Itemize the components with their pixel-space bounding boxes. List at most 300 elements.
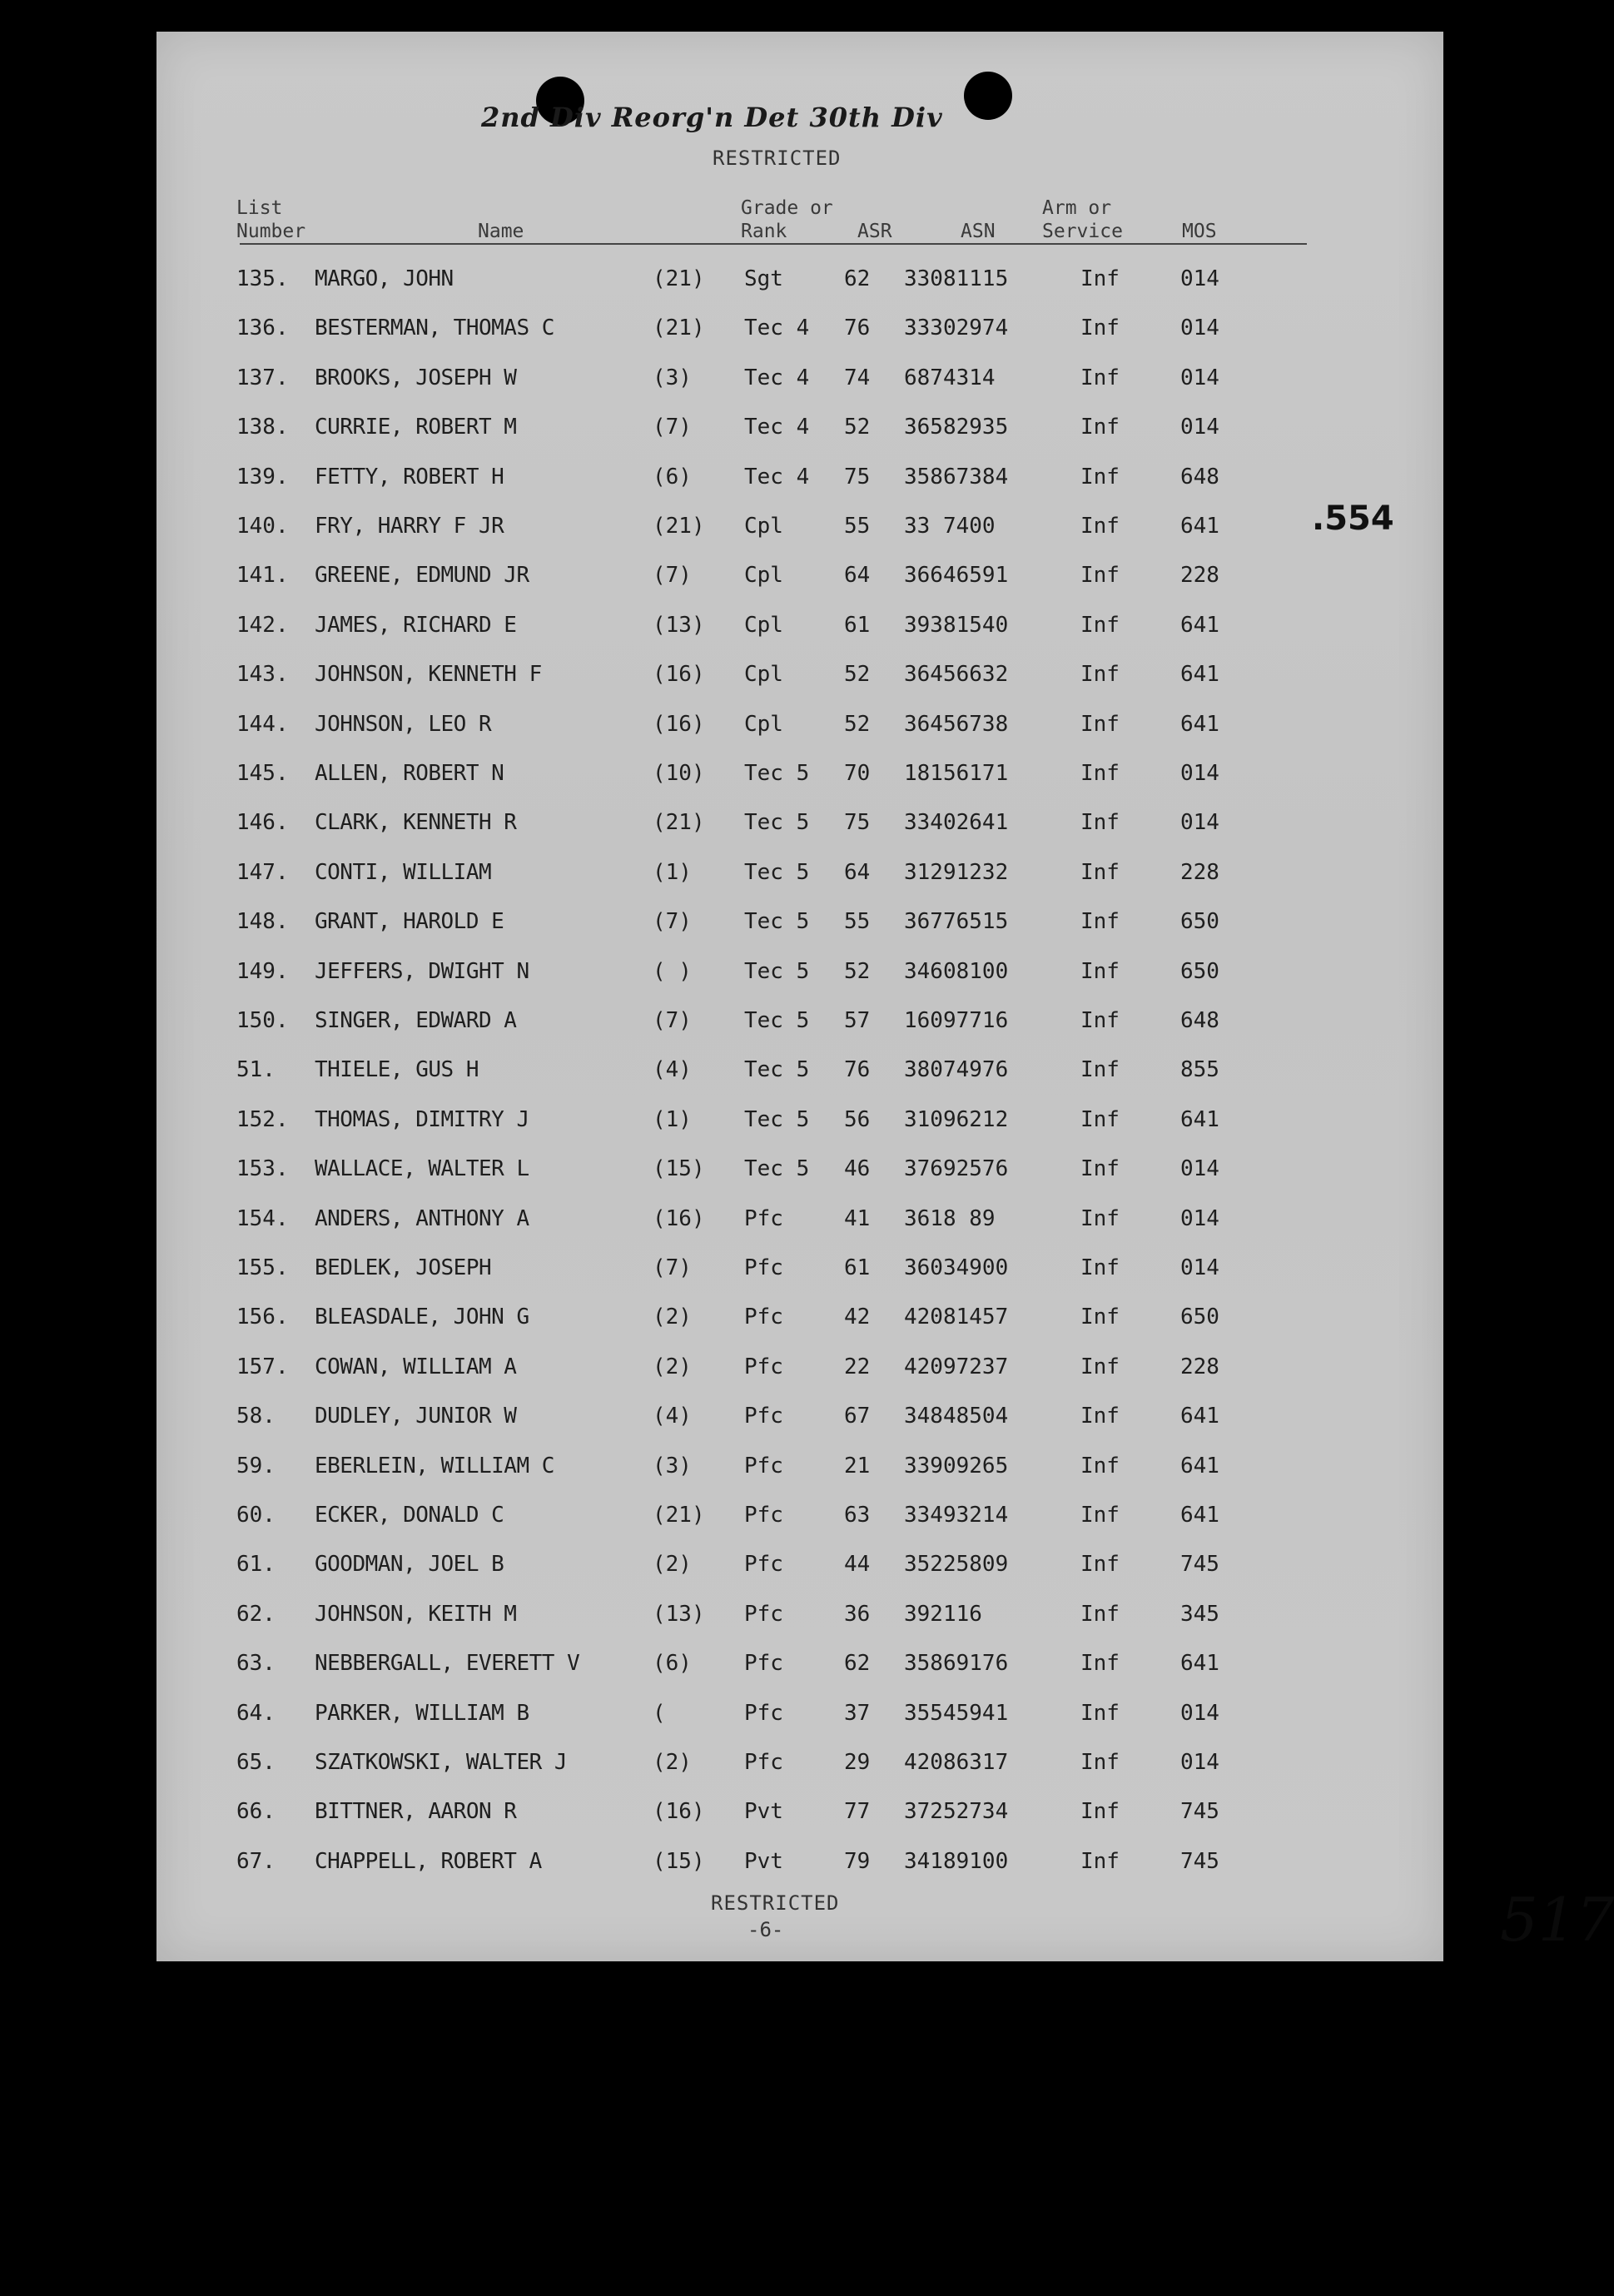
list-number-cell: 67. [236,1848,276,1874]
code-cell: (7) [653,415,692,440]
mos-cell: 641 [1180,612,1219,638]
grade-cell: Tec 5 [744,810,810,836]
mos-cell: 641 [1180,1404,1219,1429]
arm-cell: Inf [1080,1156,1120,1182]
asn-cell: 34189100 [904,1848,1009,1874]
arm-cell: Inf [1080,1404,1120,1429]
asr-cell: 74 [844,365,871,390]
arm-cell: Inf [1080,761,1120,786]
list-number-cell: 140. [236,514,289,539]
asn-cell: 31096212 [904,1106,1009,1132]
grade-cell: Pfc [744,1700,783,1726]
list-number-cell: 149. [236,958,289,984]
name-cell: GRANT, HAROLD E [315,909,504,935]
asn-cell: 36034900 [904,1255,1009,1280]
name-cell: JOHNSON, LEO R [315,711,492,737]
table-row [156,1206,1443,1255]
header-grade: Grade or Rank [741,197,833,242]
grade-cell: Tec 5 [744,1106,810,1132]
asn-cell: 35867384 [904,464,1009,490]
list-number-cell: 58. [236,1404,276,1429]
asn-cell: 42086317 [904,1750,1009,1775]
restricted-footer: RESTRICTED [711,1891,840,1915]
asr-cell: 67 [844,1404,871,1429]
mos-cell: 641 [1180,662,1219,688]
mos-cell: 228 [1180,1354,1219,1379]
asn-cell: 18156171 [904,761,1009,786]
list-number-cell: 66. [236,1799,276,1825]
arm-cell: Inf [1080,316,1120,341]
name-cell: THOMAS, DIMITRY J [315,1106,529,1132]
code-cell: (21) [653,810,705,836]
list-number-cell: 51. [236,1057,276,1083]
name-cell: BITTNER, AARON R [315,1799,517,1825]
list-number-cell: 150. [236,1008,289,1033]
asr-cell: 61 [844,612,871,638]
code-cell: (21) [653,266,705,291]
asn-cell: 38074976 [904,1057,1009,1083]
handwritten-title: 2nd Div Reorg'n Det 30th Div [481,102,943,133]
asr-cell: 29 [844,1750,871,1775]
grade-cell: Pfc [744,1255,783,1280]
asn-cell: 392116 [904,1601,982,1627]
page-number: -6- [747,1918,784,1941]
table-row [156,1305,1443,1354]
asn-cell: 36456738 [904,711,1009,737]
arm-cell: Inf [1080,266,1120,291]
mos-cell: 014 [1180,316,1219,341]
code-cell: (3) [653,1453,692,1478]
list-number-cell: 61. [236,1552,276,1578]
grade-cell: Tec 5 [744,1057,810,1083]
grade-cell: Cpl [744,612,783,638]
table-row [156,316,1443,365]
asr-cell: 64 [844,563,871,589]
table-row [156,1255,1443,1305]
list-number-cell: 62. [236,1601,276,1627]
name-cell: JAMES, RICHARD E [315,612,517,638]
name-cell: FRY, HARRY F JR [315,514,504,539]
mos-cell: 641 [1180,1651,1219,1677]
grade-cell: Pvt [744,1848,783,1874]
code-cell: (2) [653,1354,692,1379]
mos-cell: 345 [1180,1601,1219,1627]
name-cell: SZATKOWSKI, WALTER J [315,1750,568,1775]
code-cell: (15) [653,1156,705,1182]
asr-cell: 42 [844,1305,871,1330]
code-cell: (16) [653,1205,705,1231]
asr-cell: 75 [844,464,871,490]
asr-cell: 55 [844,909,871,935]
name-cell: NEBBERGALL, EVERETT V [315,1651,580,1677]
arm-cell: Inf [1080,711,1120,737]
grade-cell: Pfc [744,1503,783,1528]
grade-cell: Tec 4 [744,415,810,440]
asn-cell: 35545941 [904,1700,1009,1726]
grade-cell: Tec 4 [744,464,810,490]
code-cell: (13) [653,1601,705,1627]
name-cell: FETTY, ROBERT H [315,464,504,490]
grade-cell: Tec 5 [744,958,810,984]
code-cell: (15) [653,1848,705,1874]
arm-cell: Inf [1080,563,1120,589]
list-number-cell: 142. [236,612,289,638]
list-number-cell: 138. [236,415,289,440]
table-row [156,514,1443,563]
asr-cell: 63 [844,1503,871,1528]
asr-cell: 52 [844,662,871,688]
asr-cell: 61 [844,1255,871,1280]
code-cell: (16) [653,1799,705,1825]
asn-cell: 37692576 [904,1156,1009,1182]
arm-cell: Inf [1080,612,1120,638]
name-cell: PARKER, WILLIAM B [315,1700,529,1726]
mos-cell: 648 [1180,1008,1219,1033]
table-row [156,1552,1443,1601]
name-cell: COWAN, WILLIAM A [315,1354,517,1379]
list-number-cell: 60. [236,1503,276,1528]
grade-cell: Pfc [744,1453,783,1478]
list-number-cell: 144. [236,711,289,737]
arm-cell: Inf [1080,1354,1120,1379]
arm-cell: Inf [1080,1057,1120,1083]
asr-cell: 52 [844,415,871,440]
arm-cell: Inf [1080,1008,1120,1033]
grade-cell: Pfc [744,1750,783,1775]
asn-cell: 39381540 [904,612,1009,638]
list-number-cell: 135. [236,266,289,291]
table-row [156,959,1443,1008]
mos-cell: 014 [1180,1255,1219,1280]
table-row [156,365,1443,415]
name-cell: WALLACE, WALTER L [315,1156,529,1182]
grade-cell: Pfc [744,1552,783,1578]
table-row [156,1008,1443,1057]
table-row [156,1799,1443,1848]
name-cell: BLEASDALE, JOHN G [315,1305,529,1330]
code-cell: (16) [653,662,705,688]
asr-cell: 77 [844,1799,871,1825]
list-number-cell: 147. [236,859,289,885]
asn-cell: 35869176 [904,1651,1009,1677]
list-number-cell: 146. [236,810,289,836]
asr-cell: 52 [844,958,871,984]
grade-cell: Sgt [744,266,783,291]
mos-cell: 228 [1180,859,1219,885]
asn-cell: 3618 89 [904,1205,996,1231]
table-row [156,563,1443,612]
table-row [156,909,1443,958]
name-cell: BESTERMAN, THOMAS C [315,316,554,341]
table-row [156,1503,1443,1552]
mos-cell: 014 [1180,365,1219,390]
table-row [156,1701,1443,1750]
grade-cell: Tec 4 [744,365,810,390]
arm-cell: Inf [1080,415,1120,440]
asr-cell: 64 [844,859,871,885]
code-cell: (2) [653,1305,692,1330]
mos-cell: 014 [1180,1700,1219,1726]
asn-cell: 36456632 [904,662,1009,688]
list-number-cell: 141. [236,563,289,589]
name-cell: EBERLEIN, WILLIAM C [315,1453,554,1478]
code-cell: (7) [653,1255,692,1280]
grade-cell: Tec 5 [744,1008,810,1033]
asr-cell: 62 [844,1651,871,1677]
code-cell: (2) [653,1750,692,1775]
arm-cell: Inf [1080,909,1120,935]
list-number-cell: 153. [236,1156,289,1182]
list-number-cell: 136. [236,316,289,341]
table-row [156,712,1443,761]
asr-cell: 44 [844,1552,871,1578]
asr-cell: 62 [844,266,871,291]
arm-cell: Inf [1080,365,1120,390]
grade-cell: Tec 5 [744,859,810,885]
mos-cell: 745 [1180,1552,1219,1578]
code-cell: (13) [653,612,705,638]
table-row [156,1849,1443,1898]
asn-cell: 33 7400 [904,514,996,539]
asr-cell: 46 [844,1156,871,1182]
asr-cell: 76 [844,316,871,341]
name-cell: SINGER, EDWARD A [315,1008,517,1033]
name-cell: CLARK, KENNETH R [315,810,517,836]
mos-cell: 641 [1180,1503,1219,1528]
asr-cell: 70 [844,761,871,786]
grade-cell: Pfc [744,1404,783,1429]
mos-cell: 641 [1180,711,1219,737]
code-cell: ( ) [653,958,692,984]
asr-cell: 55 [844,514,871,539]
code-cell: (21) [653,514,705,539]
code-cell: (6) [653,1651,692,1677]
list-number-cell: 143. [236,662,289,688]
code-cell: (6) [653,464,692,490]
arm-cell: Inf [1080,1255,1120,1280]
table-row [156,1602,1443,1651]
asr-cell: 52 [844,711,871,737]
mos-cell: 014 [1180,1156,1219,1182]
list-number-cell: 155. [236,1255,289,1280]
arm-cell: Inf [1080,1700,1120,1726]
table-row [156,1404,1443,1453]
table-row [156,1107,1443,1156]
table-row [156,415,1443,464]
header-asr: ASR [857,221,892,242]
header-arm: Arm or Service [1042,197,1123,242]
grade-cell: Pfc [744,1651,783,1677]
name-cell: CURRIE, ROBERT M [315,415,517,440]
name-cell: JOHNSON, KENNETH F [315,662,542,688]
asn-cell: 36582935 [904,415,1009,440]
grade-cell: Cpl [744,563,783,589]
code-cell: (7) [653,1008,692,1033]
code-cell: (7) [653,563,692,589]
grade-cell: Cpl [744,514,783,539]
list-number-cell: 157. [236,1354,289,1379]
mos-cell: 745 [1180,1848,1219,1874]
header-name: Name [478,221,524,242]
table-row [156,662,1443,711]
table-row [156,613,1443,662]
grade-cell: Pfc [744,1354,783,1379]
list-number-cell: 156. [236,1305,289,1330]
code-cell: (2) [653,1552,692,1578]
grade-cell: Pvt [744,1799,783,1825]
grade-cell: Pfc [744,1305,783,1330]
asn-cell: 36776515 [904,909,1009,935]
code-cell: (1) [653,859,692,885]
code-cell: (21) [653,316,705,341]
mos-cell: 014 [1180,810,1219,836]
name-cell: ECKER, DONALD C [315,1503,504,1528]
code-cell: (7) [653,909,692,935]
asn-cell: 33081115 [904,266,1009,291]
asr-cell: 76 [844,1057,871,1083]
code-cell: ( [653,1700,666,1726]
asn-cell: 33493214 [904,1503,1009,1528]
code-cell: (3) [653,365,692,390]
punch-hole-right [964,72,1012,120]
table-row [156,761,1443,810]
arm-cell: Inf [1080,1651,1120,1677]
mos-cell: 650 [1180,1305,1219,1330]
name-cell: MARGO, JOHN [315,266,454,291]
asn-cell: 33302974 [904,316,1009,341]
mos-cell: 014 [1180,1750,1219,1775]
arm-cell: Inf [1080,1601,1120,1627]
mos-cell: 650 [1180,958,1219,984]
mos-cell: 855 [1180,1057,1219,1083]
table-row [156,1354,1443,1404]
asn-cell: 42097237 [904,1354,1009,1379]
arm-cell: Inf [1080,662,1120,688]
list-number-cell: 64. [236,1700,276,1726]
table-row [156,1651,1443,1700]
code-cell: (1) [653,1106,692,1132]
arm-cell: Inf [1080,464,1120,490]
header-rule [240,243,1307,245]
grade-cell: Cpl [744,662,783,688]
asn-cell: 33402641 [904,810,1009,836]
code-cell: (4) [653,1057,692,1083]
document-page [156,32,1614,1961]
list-number-cell: 152. [236,1106,289,1132]
asr-cell: 56 [844,1106,871,1132]
handwritten-number: 517 [1500,1885,1614,1955]
list-number-cell: 148. [236,909,289,935]
list-number-cell: 145. [236,761,289,786]
asn-cell: 42081457 [904,1305,1009,1330]
list-number-cell: 63. [236,1651,276,1677]
asr-cell: 75 [844,810,871,836]
grade-cell: Pfc [744,1205,783,1231]
restricted-header: RESTRICTED [713,147,842,170]
mos-cell: 648 [1180,464,1219,490]
asn-cell: 33909265 [904,1453,1009,1478]
grade-cell: Tec 5 [744,909,810,935]
arm-cell: Inf [1080,1106,1120,1132]
asn-cell: 35225809 [904,1552,1009,1578]
asr-cell: 22 [844,1354,871,1379]
name-cell: JOHNSON, KEITH M [315,1601,517,1627]
asn-cell: 34608100 [904,958,1009,984]
arm-cell: Inf [1080,1453,1120,1478]
table-row [156,1156,1443,1205]
mos-cell: 014 [1180,761,1219,786]
name-cell: JEFFERS, DWIGHT N [315,958,529,984]
table-row [156,465,1443,514]
asr-cell: 79 [844,1848,871,1874]
mos-cell: 014 [1180,415,1219,440]
mos-cell: 641 [1180,1453,1219,1478]
list-number-cell: 139. [236,464,289,490]
list-number-cell: 154. [236,1205,289,1231]
arm-cell: Inf [1080,1848,1120,1874]
name-cell: CONTI, WILLIAM [315,859,492,885]
arm-cell: Inf [1080,810,1120,836]
mos-cell: 641 [1180,1106,1219,1132]
name-cell: ANDERS, ANTHONY A [315,1205,529,1231]
table-row [156,1454,1443,1503]
mos-cell: 228 [1180,563,1219,589]
code-cell: (10) [653,761,705,786]
grade-cell: Tec 5 [744,761,810,786]
header-mos: MOS [1182,221,1217,242]
mos-cell: 014 [1180,266,1219,291]
table-row [156,1057,1443,1106]
table-row [156,1750,1443,1799]
list-number-cell: 137. [236,365,289,390]
name-cell: CHAPPELL, ROBERT A [315,1848,542,1874]
name-cell: GREENE, EDMUND JR [315,563,529,589]
arm-cell: Inf [1080,1305,1120,1330]
name-cell: BROOKS, JOSEPH W [315,365,517,390]
code-cell: (4) [653,1404,692,1429]
table-row [156,860,1443,909]
header-list-number: List Number [236,197,306,242]
arm-cell: Inf [1080,1750,1120,1775]
mos-cell: 745 [1180,1799,1219,1825]
margin-number: .554 [1312,499,1394,538]
asn-cell: 6874314 [904,365,996,390]
arm-cell: Inf [1080,1799,1120,1825]
name-cell: DUDLEY, JUNIOR W [315,1404,517,1429]
arm-cell: Inf [1080,958,1120,984]
arm-cell: Inf [1080,514,1120,539]
grade-cell: Tec 4 [744,316,810,341]
table-row [156,810,1443,859]
arm-cell: Inf [1080,1205,1120,1231]
table-row [156,266,1443,316]
asn-cell: 36646591 [904,563,1009,589]
asr-cell: 36 [844,1601,871,1627]
code-cell: (21) [653,1503,705,1528]
name-cell: THIELE, GUS H [315,1057,479,1083]
arm-cell: Inf [1080,859,1120,885]
asr-cell: 21 [844,1453,871,1478]
mos-cell: 014 [1180,1205,1219,1231]
grade-cell: Cpl [744,711,783,737]
asr-cell: 41 [844,1205,871,1231]
arm-cell: Inf [1080,1552,1120,1578]
mos-cell: 641 [1180,514,1219,539]
asr-cell: 57 [844,1008,871,1033]
grade-cell: Tec 5 [744,1156,810,1182]
list-number-cell: 59. [236,1453,276,1478]
asr-cell: 37 [844,1700,871,1726]
